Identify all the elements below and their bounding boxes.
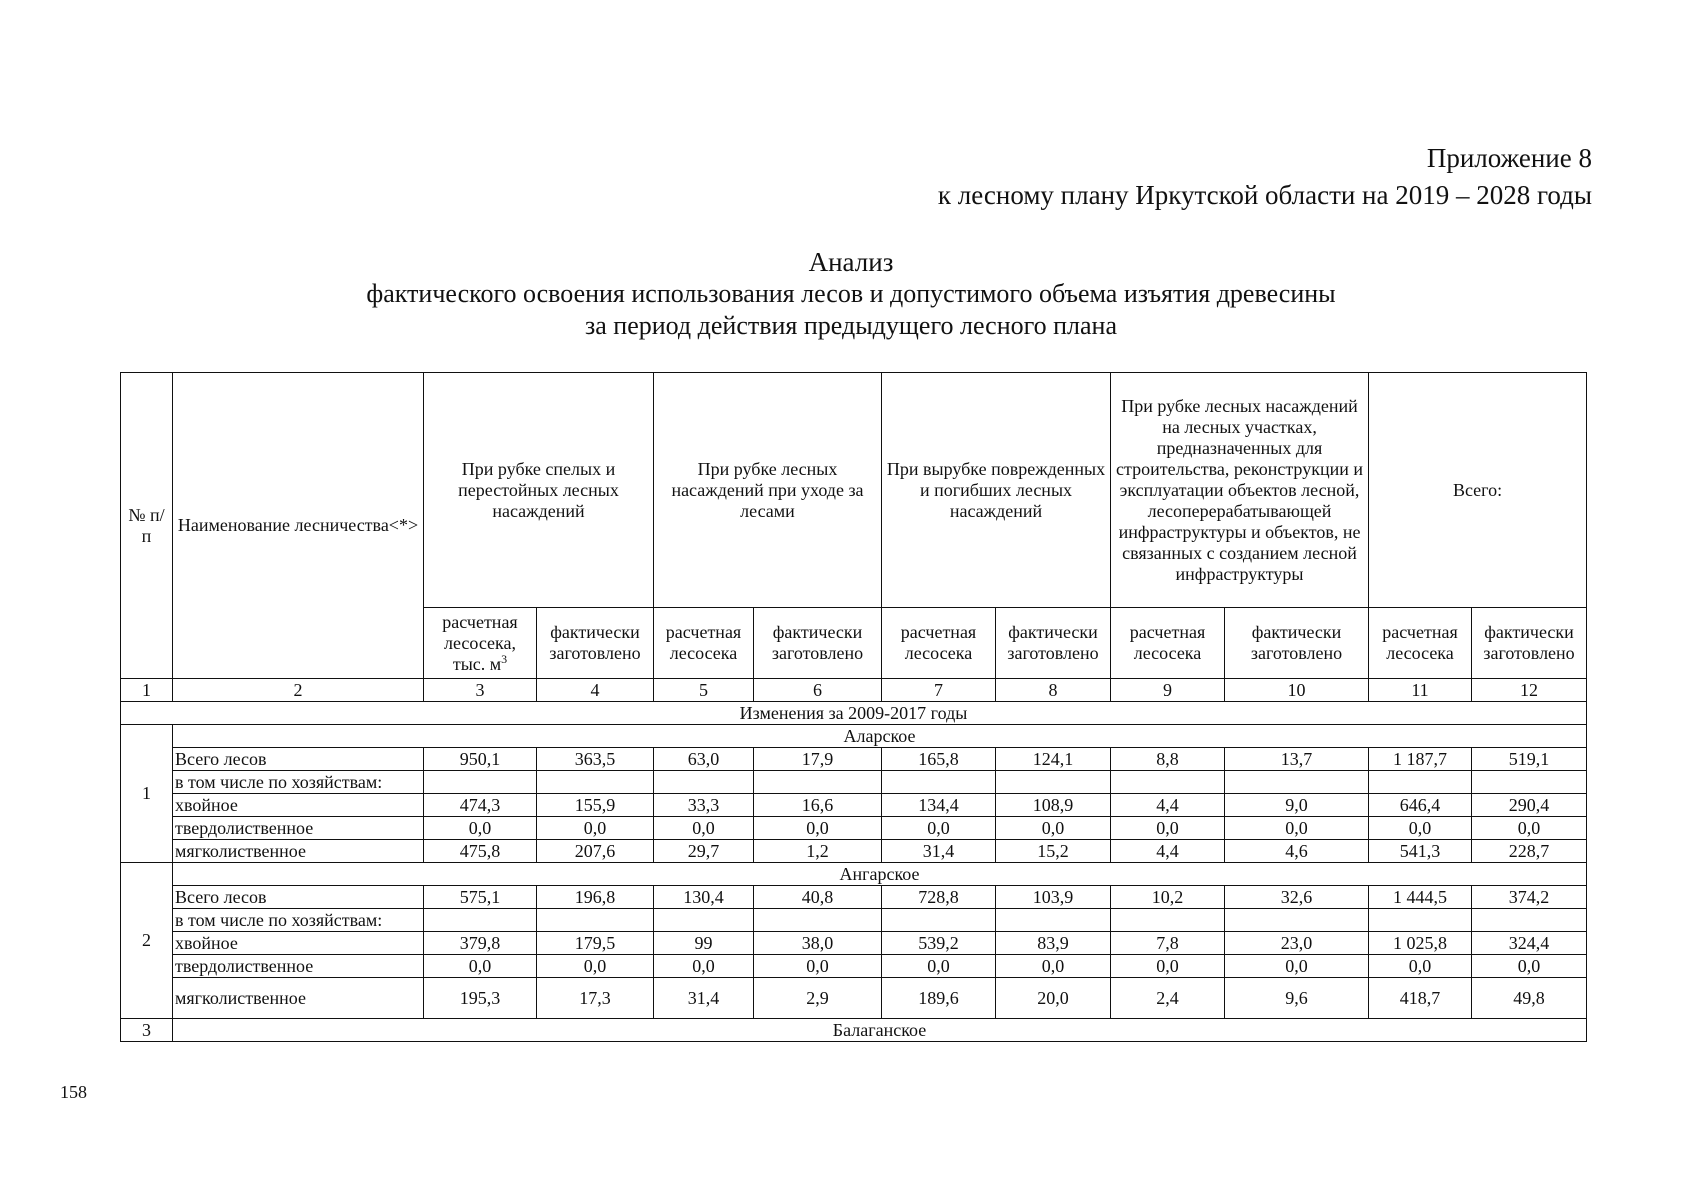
- analysis-table: [120, 372, 1587, 1042]
- cell-value: [654, 771, 754, 794]
- cell-value: 108,9: [996, 794, 1111, 817]
- cell-value: 0,0: [1472, 955, 1587, 978]
- cell-value: 2,9: [754, 978, 882, 1019]
- title-line3: за период действия предыдущего лесного плана: [584, 311, 1118, 340]
- subheader-calc-5: расчетная лесосека: [1369, 608, 1472, 679]
- cell-value: 8,8: [1111, 748, 1225, 771]
- cell-value: [1225, 909, 1369, 932]
- cell-value: 13,7: [1225, 748, 1369, 771]
- cell-value: [1111, 771, 1225, 794]
- cell-value: 0,0: [1369, 817, 1472, 840]
- col-number: 1: [121, 679, 173, 702]
- header-row: [121, 373, 1587, 608]
- cell-value: 63,0: [654, 748, 754, 771]
- cell-value: 195,3: [424, 978, 537, 1019]
- page-number: 158: [60, 1082, 87, 1102]
- cell-value: 324,4: [1472, 932, 1587, 955]
- row-label: мягколиственное: [173, 840, 424, 863]
- cell-value: 1 025,8: [1369, 932, 1472, 955]
- header-group-2: При рубке лесных насаждений при уходе за лесами: [654, 373, 882, 608]
- header-group-5: Всего:: [1369, 373, 1587, 608]
- table-row: [121, 955, 1587, 978]
- row-label: в том числе по хозяйствам:: [173, 771, 424, 794]
- cell-value: 32,6: [1225, 886, 1369, 909]
- col-number: 7: [882, 679, 996, 702]
- cell-value: 539,2: [882, 932, 996, 955]
- cell-value: 155,9: [537, 794, 654, 817]
- cell-value: 4,4: [1111, 794, 1225, 817]
- subheader-calc-1: расчетная лесосека, тыс. $м^3$: [424, 608, 537, 679]
- cell-value: 0,0: [754, 817, 882, 840]
- cell-value: 646,4: [1369, 794, 1472, 817]
- subheader-fact-3: фактически заготовлено: [996, 608, 1111, 679]
- col-number: 9: [1111, 679, 1225, 702]
- table-row: [121, 840, 1587, 863]
- cell-value: 7,8: [1111, 932, 1225, 955]
- cell-value: 31,4: [882, 840, 996, 863]
- cell-value: 0,0: [1369, 955, 1472, 978]
- cell-value: 0,0: [996, 955, 1111, 978]
- cell-value: 124,1: [996, 748, 1111, 771]
- cell-value: 475,8: [424, 840, 537, 863]
- cell-value: 0,0: [882, 955, 996, 978]
- col-number: 6: [754, 679, 882, 702]
- cell-value: 575,1: [424, 886, 537, 909]
- section-number: 2: [121, 863, 173, 1019]
- cell-value: 0,0: [1225, 817, 1369, 840]
- cell-value: [1369, 909, 1472, 932]
- col-number: 4: [537, 679, 654, 702]
- cell-value: 23,0: [1225, 932, 1369, 955]
- col-number: 10: [1225, 679, 1369, 702]
- cell-value: 20,0: [996, 978, 1111, 1019]
- cell-value: 0,0: [537, 955, 654, 978]
- section-number: 3: [121, 1019, 173, 1042]
- cell-value: 290,4: [1472, 794, 1587, 817]
- cell-value: 363,5: [537, 748, 654, 771]
- section-name-row: [121, 1019, 1587, 1042]
- cell-value: [1472, 909, 1587, 932]
- section-name-row: [121, 725, 1587, 748]
- cell-value: 0,0: [882, 817, 996, 840]
- table-row: [121, 817, 1587, 840]
- table-row: [121, 886, 1587, 909]
- cell-value: [1225, 771, 1369, 794]
- title-line2: фактического освоения использования лесов и допустимого объема изъятия древесины: [366, 279, 1336, 308]
- cell-value: 728,8: [882, 886, 996, 909]
- cell-value: [424, 771, 537, 794]
- subheader-calc-3: расчетная лесосека: [882, 608, 996, 679]
- header-group-3: При вырубке поврежденных и погибших лесных насаждений: [882, 373, 1111, 608]
- cell-value: 179,5: [537, 932, 654, 955]
- col-number: 12: [1472, 679, 1587, 702]
- title-line1: Анализ: [808, 247, 894, 277]
- cell-value: [424, 909, 537, 932]
- appendix-line1: Приложение 8: [1426, 143, 1592, 173]
- cell-value: 15,2: [996, 840, 1111, 863]
- cell-value: 0,0: [424, 817, 537, 840]
- cell-value: 0,0: [424, 955, 537, 978]
- row-label: хвойное: [173, 932, 424, 955]
- cell-value: 519,1: [1472, 748, 1587, 771]
- cell-value: [1472, 771, 1587, 794]
- cell-value: 16,6: [754, 794, 882, 817]
- cell-value: 9,0: [1225, 794, 1369, 817]
- header-name: Наименование лесничества<*>: [173, 373, 424, 679]
- section-name: Ангарское: [173, 863, 1587, 886]
- table-row: [121, 771, 1587, 794]
- row-label: хвойное: [173, 794, 424, 817]
- cell-value: 29,7: [654, 840, 754, 863]
- appendix-line2: к лесному плану Иркутской области на 2019 – 2028 годы: [937, 180, 1592, 210]
- section-name-row: [121, 863, 1587, 886]
- cell-value: 130,4: [654, 886, 754, 909]
- section-name: Балаганское: [173, 1019, 1587, 1042]
- cell-value: 0,0: [996, 817, 1111, 840]
- cell-value: 189,6: [882, 978, 996, 1019]
- cell-value: [882, 909, 996, 932]
- period-row: [121, 702, 1587, 725]
- cell-value: 207,6: [537, 840, 654, 863]
- subheader-calc-2: расчетная лесосека: [654, 608, 754, 679]
- cell-value: 474,3: [424, 794, 537, 817]
- cell-value: [996, 771, 1111, 794]
- cell-value: 0,0: [654, 955, 754, 978]
- column-numbers-row: [121, 679, 1587, 702]
- cell-value: 134,4: [882, 794, 996, 817]
- cell-value: [1369, 771, 1472, 794]
- cell-value: 0,0: [1111, 955, 1225, 978]
- subheader-fact-2: фактически заготовлено: [754, 608, 882, 679]
- cell-value: 0,0: [1472, 817, 1587, 840]
- cell-value: [882, 771, 996, 794]
- subheader-fact-1: фактически заготовлено: [537, 608, 654, 679]
- cell-value: 103,9: [996, 886, 1111, 909]
- cell-value: 10,2: [1111, 886, 1225, 909]
- cell-value: 1,2: [754, 840, 882, 863]
- cell-value: 31,4: [654, 978, 754, 1019]
- table-row: [121, 909, 1587, 932]
- cell-value: [1111, 909, 1225, 932]
- cell-value: 0,0: [537, 817, 654, 840]
- cell-value: 83,9: [996, 932, 1111, 955]
- section-number: 1: [121, 725, 173, 863]
- cell-value: 1 444,5: [1369, 886, 1472, 909]
- cell-value: 4,4: [1111, 840, 1225, 863]
- cell-value: [996, 909, 1111, 932]
- col-number: 2: [173, 679, 424, 702]
- table-row: [121, 932, 1587, 955]
- cell-value: 99: [654, 932, 754, 955]
- subheader-fact-5: фактически заготовлено: [1472, 608, 1587, 679]
- cell-value: 374,2: [1472, 886, 1587, 909]
- table-row: [121, 794, 1587, 817]
- row-label: Всего лесов: [173, 886, 424, 909]
- section-name: Аларское: [173, 725, 1587, 748]
- row-label: в том числе по хозяйствам:: [173, 909, 424, 932]
- cell-value: 950,1: [424, 748, 537, 771]
- col-number: 3: [424, 679, 537, 702]
- cell-value: 541,3: [1369, 840, 1472, 863]
- cell-value: 2,4: [1111, 978, 1225, 1019]
- cell-value: 0,0: [1225, 955, 1369, 978]
- document-title: [0, 246, 1702, 342]
- table-row: [121, 748, 1587, 771]
- appendix-header: [938, 140, 1592, 214]
- cell-value: 0,0: [654, 817, 754, 840]
- cell-value: 49,8: [1472, 978, 1587, 1019]
- cell-value: [654, 909, 754, 932]
- cell-value: 228,7: [1472, 840, 1587, 863]
- cell-value: [537, 771, 654, 794]
- cell-value: 196,8: [537, 886, 654, 909]
- period-label: Изменения за 2009-2017 годы: [121, 702, 1587, 725]
- col-number: 5: [654, 679, 754, 702]
- cell-value: [537, 909, 654, 932]
- cell-value: 9,6: [1225, 978, 1369, 1019]
- cell-value: 33,3: [654, 794, 754, 817]
- table-row: [121, 978, 1587, 1019]
- subheader-fact-4: фактически заготовлено: [1225, 608, 1369, 679]
- cell-value: [754, 909, 882, 932]
- col-number: 8: [996, 679, 1111, 702]
- cell-value: 17,9: [754, 748, 882, 771]
- cell-value: 379,8: [424, 932, 537, 955]
- cell-value: [754, 771, 882, 794]
- col-number: 11: [1369, 679, 1472, 702]
- cell-value: 165,8: [882, 748, 996, 771]
- cell-value: 0,0: [1111, 817, 1225, 840]
- cell-value: 38,0: [754, 932, 882, 955]
- cell-value: 418,7: [1369, 978, 1472, 1019]
- row-label: Всего лесов: [173, 748, 424, 771]
- cell-value: 4,6: [1225, 840, 1369, 863]
- row-label: мягколиственное: [173, 978, 424, 1019]
- header-num: № п/п: [121, 373, 173, 679]
- cell-value: 17,3: [537, 978, 654, 1019]
- cell-value: 40,8: [754, 886, 882, 909]
- header-group-4: При рубке лесных насаждений на лесных участках, предназначенных для строительства, реконструкции и эксплуатации объектов лесной, лесоперерабатывающей инфраструктуры и объектов, не связанных с созданием лесной инфраструктуры: [1111, 373, 1369, 608]
- header-group-1: При рубке спелых и перестойных лесных насаждений: [424, 373, 654, 608]
- cell-value: 1 187,7: [1369, 748, 1472, 771]
- subheader-calc-4: расчетная лесосека: [1111, 608, 1225, 679]
- cell-value: 0,0: [754, 955, 882, 978]
- row-label: твердолиственное: [173, 817, 424, 840]
- row-label: твердолиственное: [173, 955, 424, 978]
